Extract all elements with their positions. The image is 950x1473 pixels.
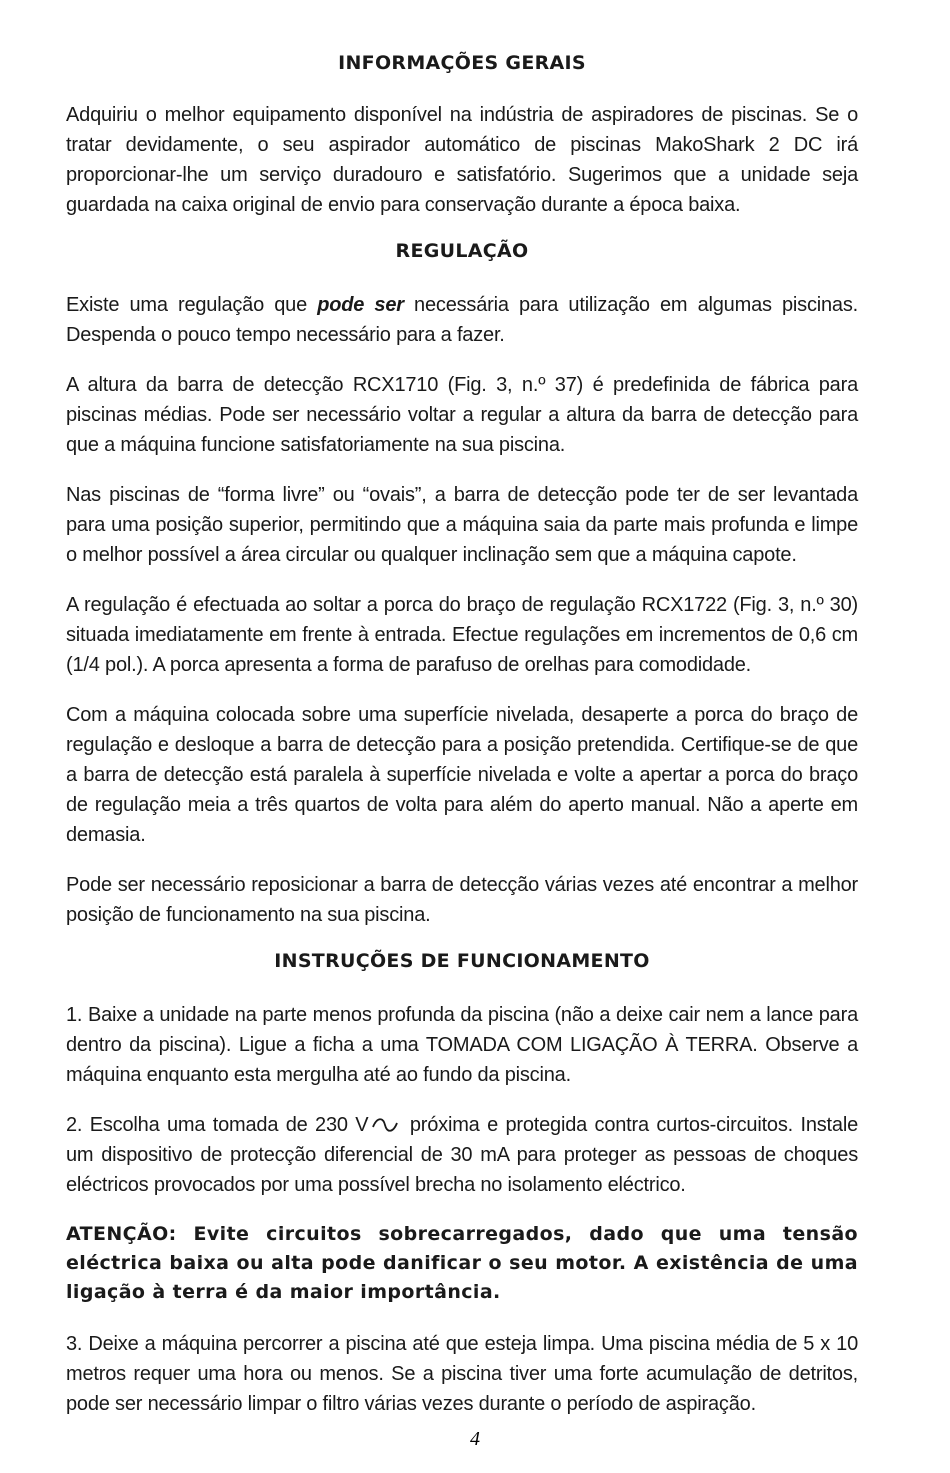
- paragraph-general-info: Adquiriu o melhor equipamento disponível na indústria de aspiradores de piscinas. Se o tratar devidamente, o seu aspirador automático de piscinas MakoShark 2 DC irá proporcionar-lhe um serviço duradouro e satisfatório. Sugerimos que a unidade seja guardada na caixa original de envio para conservação durante a época baixa.: [66, 104, 858, 216]
- paragraph-regulation-intro: [66, 290, 858, 350]
- paragraph-detection-bar-height: A altura da barra de detecção RCX1710 (Fig. 3, n.º 37) é predefinida de fábrica para piscinas médias. Pode ser necessário voltar a regular a altura da barra de detecção para que a máquina funcione satisfatoriamente na sua piscina.: [66, 374, 858, 456]
- step-2-text-end: próxima e protegida contra curtos-circuitos. Instale um dispositivo de protecção diferencial de 30 mA para proteger as pessoas de choques eléctricos provocados por uma possível brecha no isolamento eléctrico.: [66, 1114, 858, 1196]
- warning-paragraph: ATENÇÃO: Evite circuitos sobrecarregados, dado que uma tensão eléctrica baixa ou alta pode danificar o seu motor. A existência de uma ligação à terra é da maior importância.: [66, 1223, 858, 1303]
- paragraph-reposition: Pode ser necessário reposicionar a barra de detecção várias vezes até encontrar a melhor posição de funcionamento na sua piscina.: [66, 874, 858, 926]
- section-title-instrucoes: INSTRUÇÕES DE FUNCIONAMENTO: [274, 950, 650, 972]
- page-number: 4: [470, 1428, 480, 1450]
- regulation-intro-text-end: necessária para utilização em algumas piscinas. Despenda o pouco tempo necessário para a fazer.: [66, 294, 859, 346]
- instruction-step-2: [66, 1110, 858, 1200]
- alternating-current-icon: [368, 1114, 402, 1134]
- section-title-informacoes-gerais: INFORMAÇÕES GERAIS: [338, 52, 586, 74]
- section-title-regulacao: REGULAÇÃO: [395, 240, 529, 262]
- step-2-text: 2. Escolha uma tomada de 230 V: [66, 1114, 369, 1136]
- paragraph-level-surface: Com a máquina colocada sobre uma superfície nivelada, desaperte a porca do braço de regulação e desloque a barra de detecção para a posição pretendida. Certifique-se de que a barra de detecção está paralela à superfície nivelada e volte a apertar a porca do braço de regulação meia a três quartos de volta para além do aperto manual. Não a aperte em demasia.: [66, 704, 858, 846]
- instruction-step-3: 3. Deixe a máquina percorrer a piscina até que esteja limpa. Uma piscina média de 5 x 10 metros requer uma hora ou menos. Se a piscina tiver uma forte acumulação de detritos, pode ser necessário limpar o filtro várias vezes durante o período de aspiração.: [66, 1333, 858, 1415]
- paragraph-freeform-pools: Nas piscinas de “forma livre” ou “ovais”, a barra de detecção pode ter de ser levantada para uma posição superior, permitindo que a máquina saia da parte mais profunda e limpe o melhor possível a área circular ou qualquer inclinação sem que a máquina capote.: [66, 484, 858, 566]
- regulation-intro-text: Existe uma regulação que: [66, 294, 318, 316]
- instruction-step-1: 1. Baixe a unidade na parte menos profunda da piscina (não a deixe cair nem a lance para dentro da piscina). Ligue a ficha a uma TOMADA COM LIGAÇÃO À TERRA. Observe a máquina enquanto esta mergulha até ao fundo da piscina.: [66, 1004, 858, 1086]
- paragraph-adjustment-nut: A regulação é efectuada ao soltar a porca do braço de regulação RCX1722 (Fig. 3, n.º 30) situada imediatamente em frente à entrada. Efectue regulações em incrementos de 0,6 cm (1/4 pol.). A porca apresenta a forma de parafuso de orelhas para comodidade.: [66, 594, 858, 676]
- emphasis-pode-ser: pode ser: [317, 294, 404, 316]
